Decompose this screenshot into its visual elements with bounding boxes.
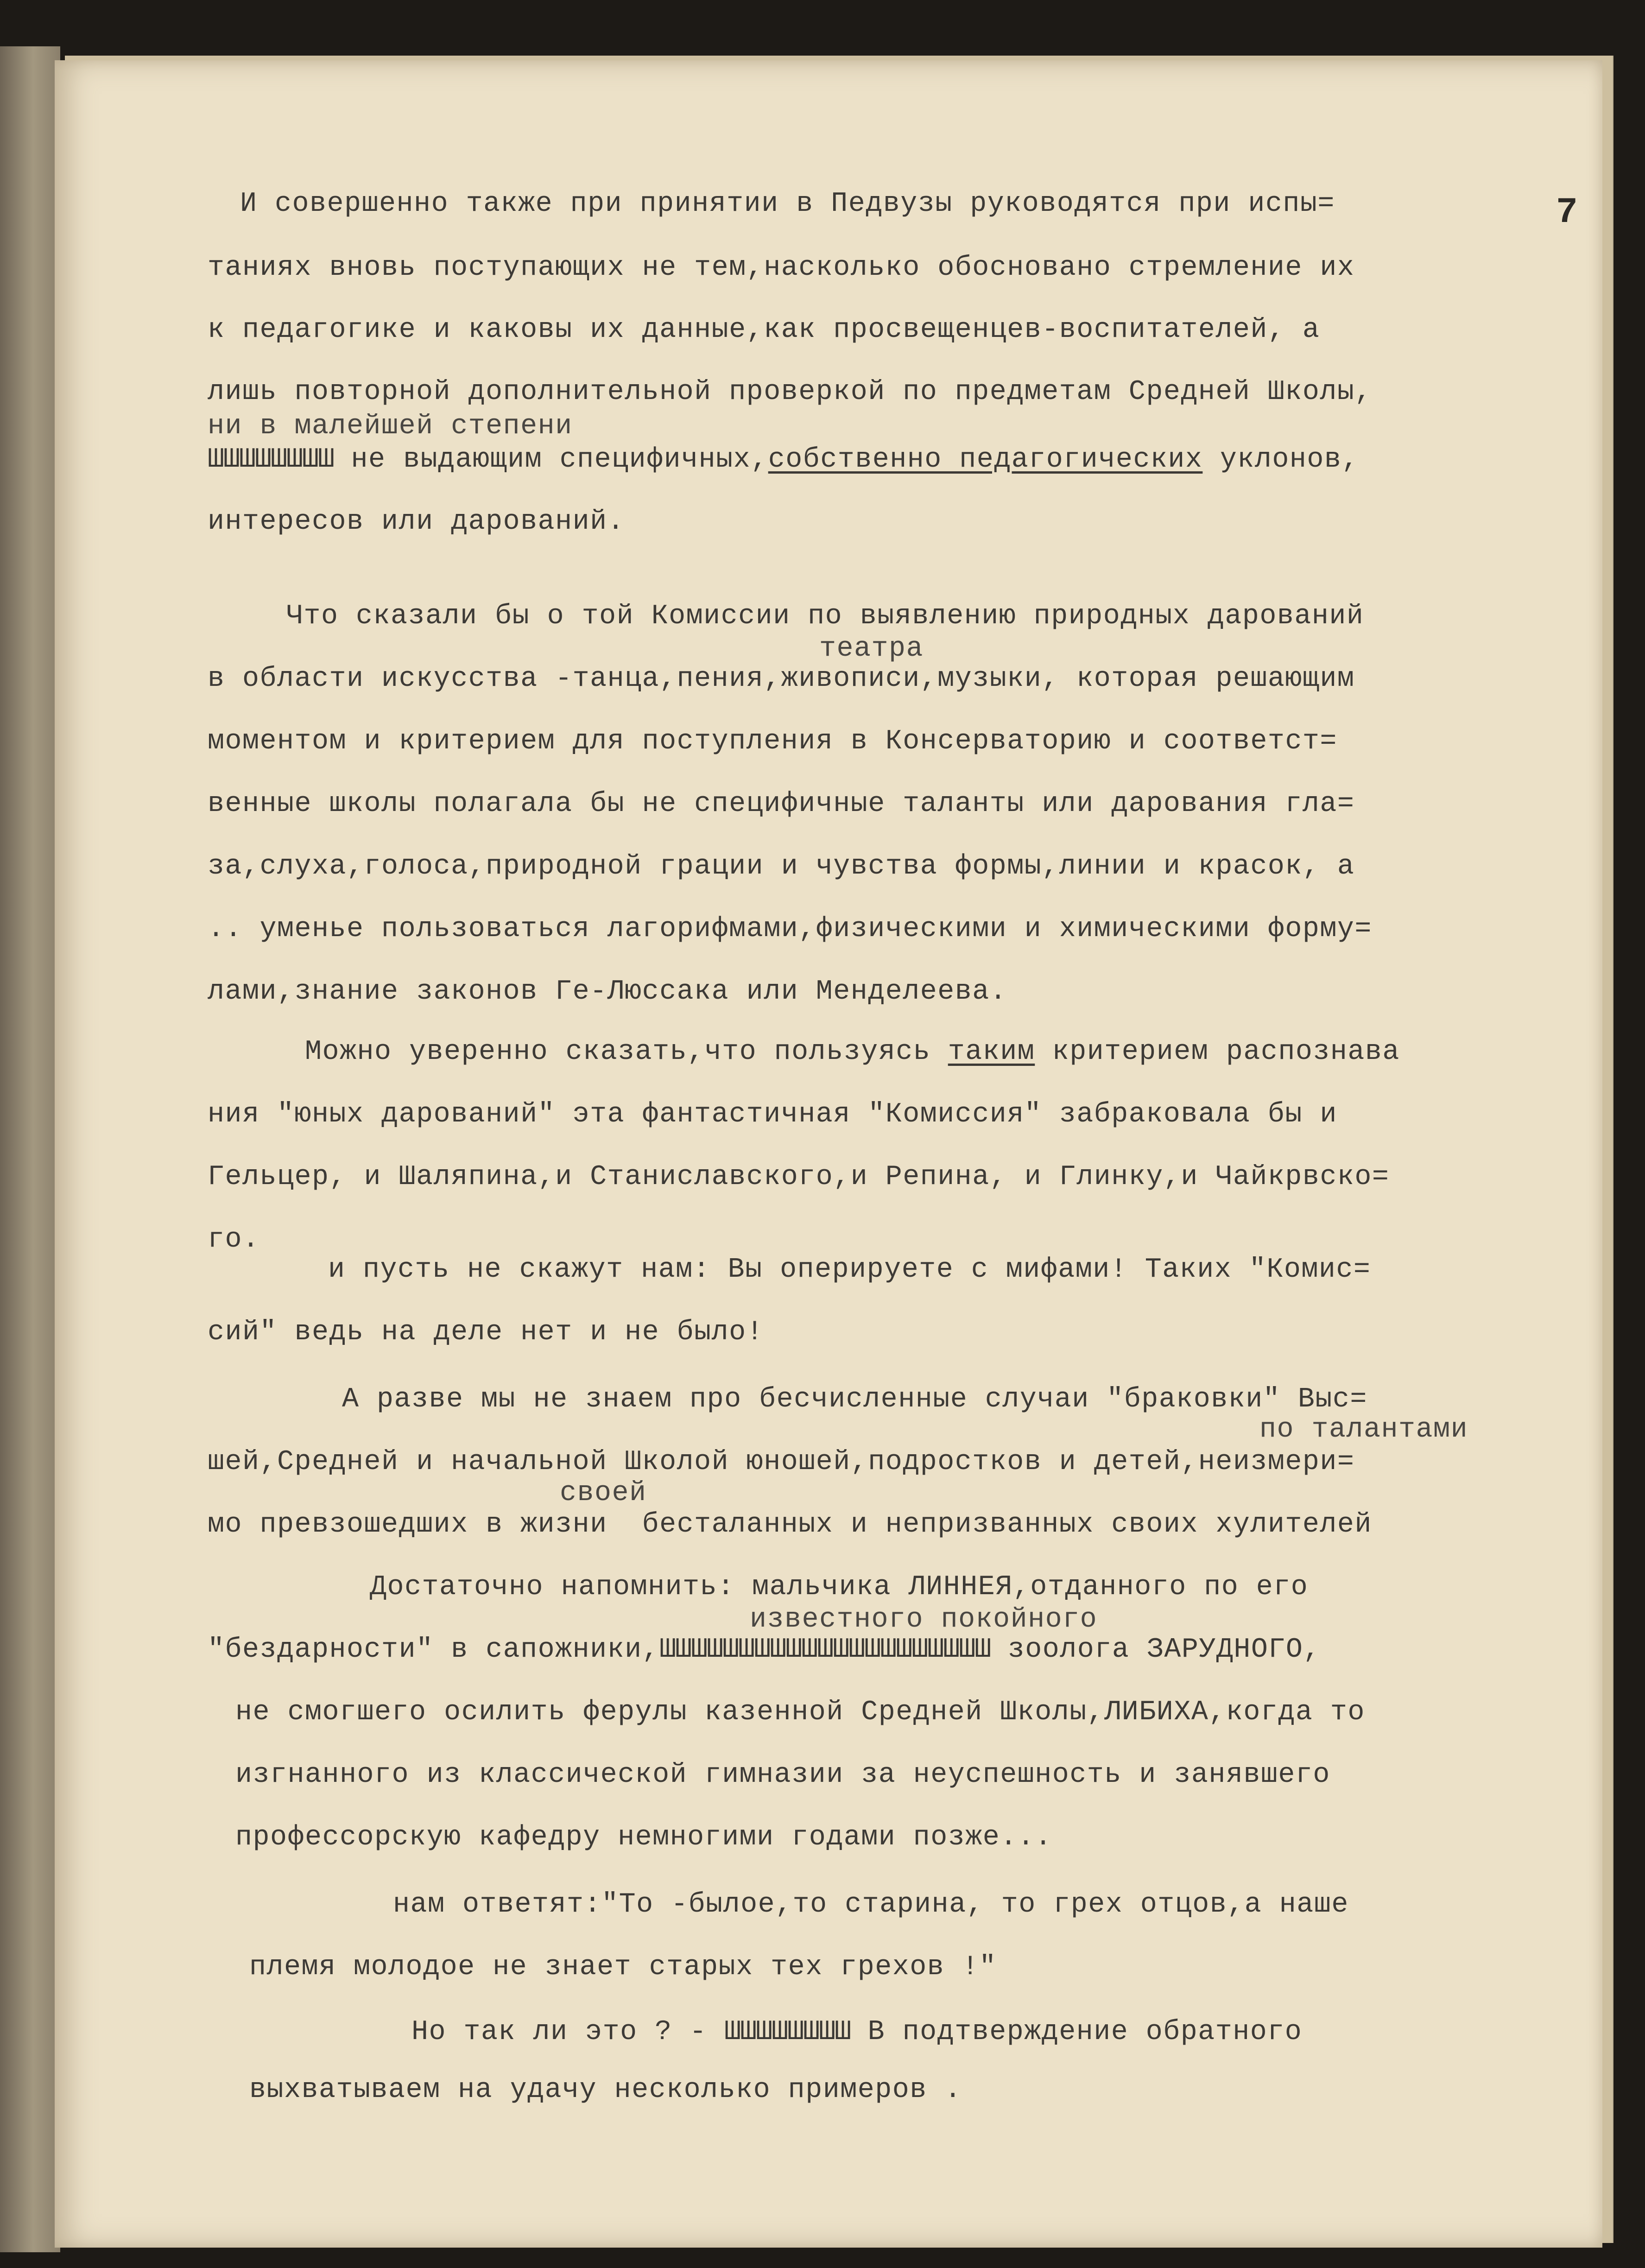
text-line-1: И совершенно также при принятии в Педвузы руководятся при испы=	[240, 188, 1335, 220]
text-segment: зоолога ЗАРУДНОГО,	[990, 1634, 1321, 1666]
text-line-27: не смогшего осилить ферулы казенной Средней Школы,ЛИБИХА,когда то	[235, 1697, 1365, 1728]
text-line-33: выхватываем на удачу несколько примеров .	[249, 2074, 962, 2106]
text-line-9: в области искусства -танца,пения,живописи,музыки, которая решающим	[208, 663, 1355, 695]
struck-out-text: ШШШШШШШШШШШШШШШШШШШШШ	[659, 1634, 991, 1666]
text-segment: В подтверждение обратного	[850, 2016, 1303, 2048]
text-line-4: лишь повторной дополнительной проверкой по предметам Средней Школы,	[208, 376, 1372, 408]
text-segment: Можно уверенно сказать,что пользуясь	[305, 1036, 948, 1068]
text-line-11: венные школы полагала бы не специфичные таланты или дарования гла=	[208, 788, 1355, 820]
text-line-19: и пусть не скажут нам: Вы оперируете с мифами! Таких "Комис=	[328, 1254, 1371, 1286]
text-line-29: профессорскую кафедру немногими годами позже...	[235, 1822, 1052, 1853]
text-line-12: за,слуха,голоса,природной грации и чувства формы,линии и красок, а	[208, 851, 1355, 882]
text-line-28: изгнанного из классической гимназии за неуспешность и занявшего	[235, 1759, 1330, 1791]
text-line-13: .. уменье пользоваться лагорифмами,физическими и химическими форму=	[208, 913, 1372, 945]
text-line-10: моментом и критерием для поступления в Консерваторию и соответст=	[208, 726, 1337, 757]
text-line-31: племя молодое не знает старых тех грехов !"	[249, 1951, 997, 1983]
text-line-22: шей,Средней и начальной Школой юношей,подростков и детей,неизмери=	[208, 1446, 1355, 1478]
previous-page-edge	[0, 46, 60, 2252]
inserted-text: по талантами	[1259, 1414, 1468, 1445]
text-line-15	[305, 1038, 1400, 1066]
text-line-30: нам ответят:"То -былое,то старина, то грех отцов,а наше	[393, 1889, 1349, 1920]
text-line-18: го.	[208, 1224, 260, 1255]
text-segment: не выдающим специфичных,	[334, 444, 768, 475]
text-segment: уклонов,	[1202, 444, 1359, 475]
underlined-text: собственно педагогических	[768, 444, 1203, 475]
struck-out-text: ШШШШШШШШ	[724, 2016, 851, 2048]
text-line-3: к педагогике и каковы их данные,как просвещенцев-воспитателей, а	[208, 314, 1320, 346]
text-segment: "бездарности" в сапожники,	[208, 1634, 660, 1666]
text-line-32	[411, 2018, 1302, 2046]
page-number: 7	[1556, 192, 1579, 233]
text-segment: критерием распознава	[1035, 1036, 1400, 1068]
struck-out-text: ШШШШШШШШ	[208, 444, 334, 475]
inserted-text: своей	[560, 1477, 647, 1509]
text-line-16: ния "юных дарований" эта фантастичная "Комиссия" забраковала бы и	[208, 1099, 1337, 1130]
text-line-26	[208, 1636, 1321, 1664]
text-segment: Но так ли это ? -	[411, 2016, 725, 2048]
text-line-20: сий" ведь на деле нет и не было!	[208, 1317, 764, 1348]
text-line-23: мо превзошедших в жизни бесталанных и непризванных своих хулителей	[208, 1509, 1372, 1540]
underlined-text: таким	[948, 1036, 1035, 1068]
inserted-text: ни в малейшей степени	[208, 411, 573, 442]
typewritten-page	[55, 60, 1602, 2248]
text-line-24: Достаточно напомнить: мальчика ЛИННЕЯ,отданного по его	[370, 1571, 1309, 1603]
inserted-text: известного покойного	[750, 1604, 1098, 1635]
text-line-8: Что сказали бы о той Комиссии по выявлению природных дарований	[286, 601, 1364, 632]
text-line-6	[208, 446, 1359, 474]
text-line-7: интересов или дарований.	[208, 506, 625, 538]
text-line-17: Гельцер, и Шаляпина,и Станиславского,и Репина, и Глинку,и Чайкрвско=	[208, 1161, 1390, 1193]
inserted-text: театра	[819, 633, 924, 665]
text-line-2: таниях вновь поступающих не тем,насколько обосновано стремление их	[208, 252, 1355, 284]
text-line-14: лами,знание законов Ге-Люссака или Менделеева.	[208, 976, 1007, 1007]
text-line-21: А разве мы не знаем про бесчисленные случаи "браковки" Выс=	[342, 1384, 1367, 1415]
